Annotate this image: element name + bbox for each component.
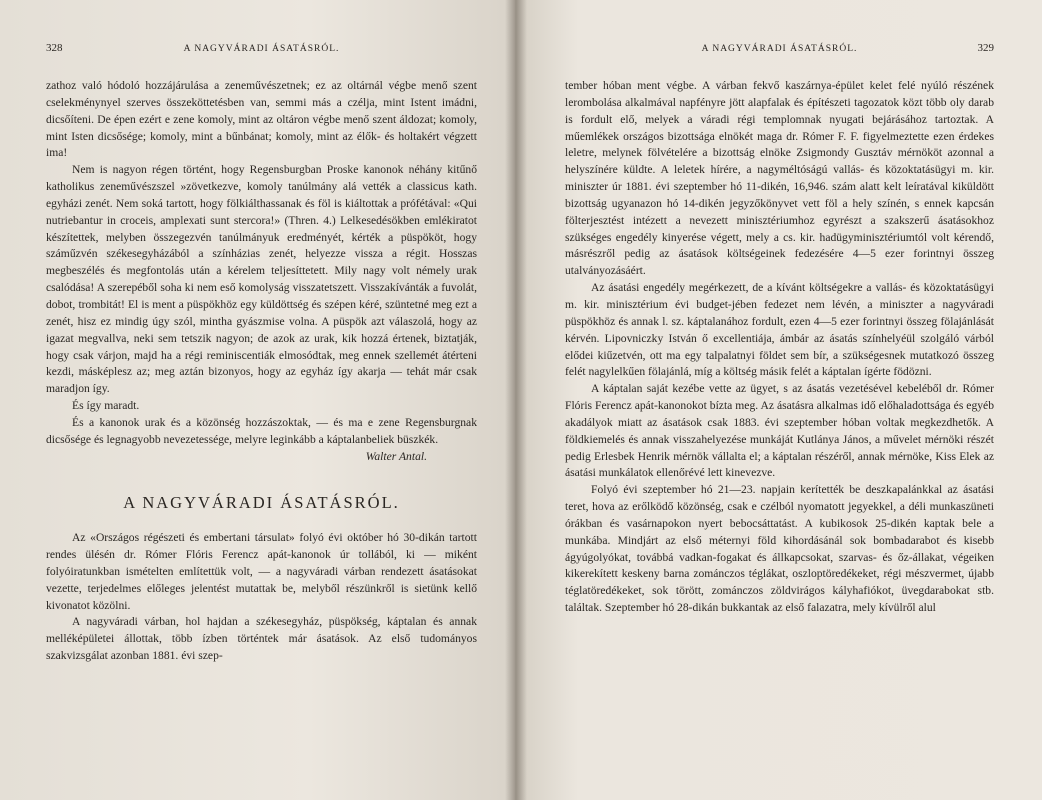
signature-line [46, 449, 477, 466]
paragraph: Folyó évi szeptember hó 21—23. napjain kerítették be deszkapalánkkal az ásatási teret, hova az erőlködő közönség, csak e czélból nyomatott jegyekkel, a déli munkaszüneti órákban és vasárnapokon nyert bebocsáttatást. A kubikosok 25-dikén kaptak bele a munkába. Mindjárt az első méternyi föld kihordásánál sok bombadarabot és kisebb ágyúgolyókat, továbbá vadkan-fogakat és állkapcsokat, szarvas- és őz-állakat, végeiken kikerekített keskeny barna zománczos téglákat, oszloptöredékeket, régi mészvermet, újabb téglatöredékeket, sok törött, zománczos zöldvirágos kályhafiókot, üvegdarabokat stb. találtak. Szeptember hó 28-dikán bukkantak az első falazatra, mely kívülről alul [565, 483, 994, 615]
left-body-text [46, 78, 477, 665]
paragraph: Az «Országos régészeti és embertani társulat» folyó évi október hó 30-dikán tartott rendes ülésén dr. Rómer Flóris Ferencz apát-kanonok úr tollából, ki — miként folyóiratunkban ismételten említettük volt, — a nagyváradi várban rendezett ásatásokat vezette, terjedelmes előleges jelentést mutattak be, melyből részünkről is sietünk kellő kivonatot közölni. [46, 531, 477, 612]
paragraph: zathoz való hódoló hozzájárulása a zeneművészetnek; ez az oltárnál végbe menő szent cselekménynyel szerves összeköttetésben van, semmi más a czélja, mint Istent imádni, dicsőíteni. De épen ezért e zene komoly, mint az oltáron végbe menő szent áldozat; komoly, mint Isten dicsősége; komoly, mint a bűnbánat; komoly, mint az élők- és holtakért végzett ima! [46, 79, 477, 160]
paragraph: A káptalan saját kezébe vette az ügyet, s az ásatás vezetésével kebeléből dr. Rómer Flóris Ferencz apát-kanonokot bízta meg. Az ásatásra alkalmas idő előhaladottsága és egyéb akadályok miatt az ásatások csak 1883. évi szeptember hóban voltak megkezdhetők. A földkiemelés és annak visszahelyezése munkáját Kutlánya János, a művelet mérnöki részét pedig Erlesbek Henrik mérnök vállalta el; a káptalan részéről, annak mérnöke, Kiss Elek az ásatási munkálatok ellenőrévé lett kinevezve. [565, 382, 994, 480]
right-running-head [565, 42, 994, 64]
paragraph: És így maradt. [72, 399, 140, 413]
paragraph: tember hóban ment végbe. A várban fekvő kaszárnya-épület kelet felé nyúló részének lerombolása alkalmával napfényre jött alapfalak és építészeti tagozatok közt több oly darab is fordult elő, melyek a váradi régi templomnak nyugati bejárásához tartoztak. A műemlékek országos bizottsága elnökét maga dr. Rómer F. F. figyelmeztette ezen érdekes leletre, melynek fölvételére a bizottság elnöke Zsigmondy Gusztáv mérnököt azonnal a helyszínére küldte. A leletek hírére, a nagyméltóságú vallás- és közoktatásügyi m. kir. miniszter úr 1881. évi szeptember hó 11-dikén, 16,946. szám alatt kelt leíratával kiküldött bizottság ugyanazon hó 14-dikén jegyzőkönyvet vett föl a hely színén, s ennek kapcsán fölterjesztést intézett a nevezett minisztériumhoz egyrészt a szakszerű ásatásokhoz szükséges engedély kinyerése végett, mely a cs. kir. hadügyminisztériumtól volt kérendő, másrészről pedig az ásatások költségeinek fedezésére 4—5 ezer forintnyi összeg utalványozásáért. [565, 79, 994, 278]
left-page-number: 328 [46, 42, 63, 54]
left-running-head [46, 42, 477, 64]
section-title: A NAGYVÁRADI ÁSATÁSRÓL. [123, 493, 400, 513]
paragraph: Nem is nagyon régen történt, hogy Regensburgban Proske kanonok néhány kitűnő katholikus zeneművészszel »zövetkezve, komoly tanúlmány alá vették a classicus kath. egyházi zenét. Nem soká tartott, hogy fölkiálthassanak és föl is kiáltottak a prófétával: «Qui nutriebantur in croceis, amplexati sunt stercora!» (Thren. 4.) Lelkesedésökben emlékiratot készítettek, melyben összegezvén tanúlmányuk eredményét, kérték a püspököt, hogy száműzvén székesegyházából a színházias zenét, helyezze vissza a régit. Hosszas megbeszélés és megfontolás után a kérelem teljesíttetett. Mily nagy volt némely urak csalódása! A szerepéből soha ki nem eső komolyság visszatetszett. Visszakívánták a fuvolát, dobot, trombitát! El is ment a püspökhöz egy küldöttség és szépen kéré, szüntetné meg ezt a zenét, hisz ez mindig úgy szól, mintha gyászmise volna. A püspök azt válaszolá, hogy az igazat megvallva, neki sem tetszik nagyon; de azok az urak, kik hozzá értenek, biztatják, hogy csak várjon, majd ha a régi reminiscentiák elmosódtak, meg ennek szellemét átérteni kezdi, másképlesz az; meg aztán bizonyos, hogy az egyház így akarja — tehát már csak maradjon így. [46, 163, 477, 396]
right-page-number: 329 [977, 42, 994, 54]
paragraph: És a kanonok urak és a közönség hozzászoktak, — és ma e zene Regensburgnak dicsősége és legnagyobb nevezetessége, melyre leginkább a káptalanbeliek büszkék. [46, 415, 477, 446]
author-signature: Walter Antal. [365, 449, 427, 463]
right-page [515, 0, 1042, 800]
paragraph: Az ásatási engedély megérkezett, de a kívánt költségekre a vallás- és közoktatásügyi m. kir. minisztérium évi budget-jében fedezet nem lévén, a miniszter a nagyváradi püspökhöz és annak l. sz. káptalanához fordult, ezen 4—5 ezer forintnyi összeg fölajánlását kérvén. Lipovniczky István ő excellentiája, ámbár az ásatás színhelyéül szolgáló várból elődei kiűzetvén, ott ma egy talpalatnyi földet sem bír, a szükségesnek mutatkozó összeg felét nagylelkűen fölajánlá, míg a költség másik felét a káptalan ígérte födözni. [565, 281, 994, 379]
right-running-title: A NAGYVÁRADI ÁSATÁSRÓL. [701, 44, 858, 54]
right-body-text [565, 78, 994, 617]
left-running-title: A NAGYVÁRADI ÁSATÁSRÓL. [183, 44, 340, 54]
left-page [0, 0, 515, 800]
paragraph: A nagyváradi várban, hol hajdan a székesegyház, püspökség, káptalan és annak melléképületei állottak, több ízben történtek már ásatások. Az első tudományos szakvizsgálat azonban 1881. évi szep- [46, 615, 477, 663]
